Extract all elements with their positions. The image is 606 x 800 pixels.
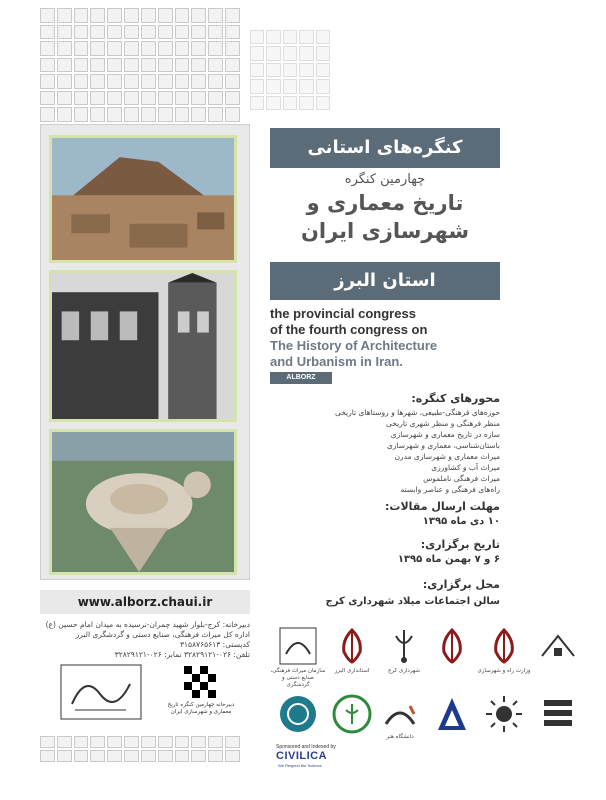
grid-cell	[225, 25, 240, 40]
organization-logo	[538, 626, 578, 666]
grid-cell	[57, 58, 72, 73]
grid-cell	[141, 8, 156, 23]
grid-cell	[90, 58, 105, 73]
civilica-logo[interactable]: CIVILICA	[276, 750, 328, 762]
grid-cell	[208, 91, 223, 106]
subtitle-line1: چهارمین کنگره	[344, 172, 426, 187]
photo-archaeological-site	[49, 135, 237, 263]
grid-cell	[266, 63, 280, 77]
grid-cell	[175, 58, 190, 73]
topic-item: سازه در تاریخ معماری و شهرسازی	[390, 430, 500, 439]
grid-cell	[250, 79, 264, 93]
topics-heading: محورهای کنگره:	[411, 392, 500, 405]
grid-cell	[191, 750, 206, 762]
grid-cell	[191, 74, 206, 89]
grid-cell	[107, 8, 122, 23]
university-sun-logo	[484, 694, 524, 734]
grid-cell	[158, 91, 173, 106]
grid-cell	[57, 736, 72, 748]
grid-cell	[107, 107, 122, 122]
grid-cell	[191, 736, 206, 748]
grid-cell	[283, 79, 297, 93]
grid-cell	[57, 750, 72, 762]
grid-cell	[40, 25, 55, 40]
grid-cell	[208, 58, 223, 73]
grid-cell	[250, 46, 264, 60]
grid-cell	[107, 736, 122, 748]
grid-cell	[141, 41, 156, 56]
topic-item: منظر فرهنگی و منظر شهری تاریخی	[386, 419, 500, 428]
dates-value: ۶ و ۷ بهمن ماه ۱۳۹۵	[397, 554, 500, 565]
grid-cell	[175, 107, 190, 122]
subtitle-line3: شهرسازی ایران	[300, 219, 470, 243]
grid-cell	[141, 74, 156, 89]
iran-emblem-icon	[484, 626, 524, 666]
grid-cell	[225, 107, 240, 122]
decorative-grid-top	[40, 8, 240, 122]
grid-cell	[225, 41, 240, 56]
grid-cell	[316, 46, 330, 60]
grid-cell	[191, 25, 206, 40]
topic-item: میراث آب و کشاورزی	[431, 463, 500, 472]
grid-cell	[107, 91, 122, 106]
sponsor-caption: سازمان میراث فرهنگی، صنایع دستی و گردشگری	[270, 668, 326, 688]
topic-item: میراث فرهنگی ناملموس	[423, 474, 500, 483]
organization-logo	[538, 694, 578, 734]
university-seal-logo	[278, 694, 318, 734]
grid-cell	[124, 25, 139, 40]
grid-cell	[316, 63, 330, 77]
grid-cell	[158, 750, 173, 762]
address-line: دبیرخانه: کرج-بلوار شهید چمران-نرسیده به میدان امام حسین (ع)	[45, 620, 250, 629]
grid-cell	[107, 74, 122, 89]
grid-cell	[74, 41, 89, 56]
deadline-heading: مهلت ارسال مقالات:	[385, 500, 500, 513]
province-box: استان البرز	[270, 262, 500, 300]
grid-cell	[74, 8, 89, 23]
grid-cell	[158, 736, 173, 748]
grid-cell	[141, 91, 156, 106]
grid-cell	[175, 91, 190, 106]
photo-column	[40, 124, 250, 580]
grid-cell	[316, 30, 330, 44]
grid-cell	[283, 46, 297, 60]
deadline-value: ۱۰ دی ماه ۱۳۹۵	[422, 516, 500, 527]
grid-cell	[191, 8, 206, 23]
grid-cell	[266, 30, 280, 44]
subtitle-line2: تاریخ معماری و	[306, 191, 464, 215]
grid-cell	[74, 750, 89, 762]
grid-cell	[191, 58, 206, 73]
grid-cell	[124, 8, 139, 23]
decorative-grid-bottom	[40, 736, 240, 762]
grid-cell	[57, 8, 72, 23]
grid-cell	[225, 750, 240, 762]
grid-cell	[266, 46, 280, 60]
website-url[interactable]: www.alborz.chaui.ir	[40, 590, 250, 614]
grid-cell	[283, 30, 297, 44]
congress-logo-caption: دبیرخانه چهارمین کنگره تاریخ معماری و شهرسازی ایران	[167, 702, 235, 715]
grid-cell	[175, 750, 190, 762]
heritage-org-logo	[278, 626, 318, 666]
grid-cell	[40, 58, 55, 73]
grid-cell	[107, 750, 122, 762]
grid-cell	[299, 79, 313, 93]
grid-cell	[57, 25, 72, 40]
grid-cell	[175, 736, 190, 748]
grid-cell	[40, 107, 55, 122]
grid-cell	[225, 736, 240, 748]
grid-cell	[141, 736, 156, 748]
grid-cell	[124, 107, 139, 122]
title-box: کنگره‌های استانی	[270, 128, 500, 168]
grid-cell	[124, 91, 139, 106]
grid-cell	[40, 750, 55, 762]
grid-cell	[141, 750, 156, 762]
grid-cell	[107, 58, 122, 73]
grid-cell	[175, 41, 190, 56]
grid-cell	[250, 63, 264, 77]
address-line: اداره کل میراث فرهنگی، صنایع دستی و گردشگری البرز	[75, 630, 250, 639]
grid-cell	[124, 41, 139, 56]
sponsor-caption: دانشگاه هنر	[386, 734, 414, 740]
address-line: کدپستی: ۳۱۵۸۷۶۵۶۱۳	[179, 640, 250, 649]
grid-cell	[175, 74, 190, 89]
grid-cell	[175, 25, 190, 40]
grid-cell	[40, 8, 55, 23]
english-title-line3: The History of Architecture	[270, 338, 438, 353]
photo-historic-building	[49, 270, 237, 422]
iran-emblem-icon	[432, 626, 472, 666]
grid-cell	[299, 96, 313, 110]
topic-item: میراث معماری و شهرسازی مدرن	[394, 452, 500, 461]
grid-cell	[141, 25, 156, 40]
sponsor-caption: وزارت راه و شهرسازی	[477, 668, 531, 674]
karaj-municipality-logo	[384, 626, 424, 666]
grid-cell	[299, 30, 313, 44]
grid-cell	[191, 41, 206, 56]
cultural-heritage-logo	[60, 664, 142, 720]
grid-cell	[266, 96, 280, 110]
iran-emblem-icon	[332, 626, 372, 666]
grid-cell	[90, 750, 105, 762]
grid-cell	[57, 91, 72, 106]
grid-cell	[90, 107, 105, 122]
grid-cell	[40, 41, 55, 56]
grid-cell	[225, 74, 240, 89]
venue-heading: محل برگزاری:	[422, 578, 500, 591]
grid-cell	[90, 736, 105, 748]
grid-cell	[74, 91, 89, 106]
grid-cell	[90, 25, 105, 40]
venue-value: سالن اجتماعات میلاد شهرداری کرج	[325, 596, 500, 607]
dates-heading: تاریخ برگزاری:	[420, 538, 500, 551]
civilica-label: Sponsored and Indexed by	[276, 744, 336, 750]
grid-cell	[208, 750, 223, 762]
grid-cell	[40, 74, 55, 89]
grid-cell	[158, 58, 173, 73]
grid-cell	[208, 107, 223, 122]
art-university-logo	[380, 694, 420, 734]
grid-cell	[316, 96, 330, 110]
grid-cell	[299, 63, 313, 77]
grid-cell	[74, 107, 89, 122]
decorative-grid-right	[250, 30, 330, 110]
grid-cell	[266, 79, 280, 93]
congress-secretariat-logo	[160, 664, 242, 720]
grid-cell	[158, 8, 173, 23]
green-seal-logo	[332, 694, 372, 734]
grid-cell	[124, 750, 139, 762]
grid-cell	[208, 25, 223, 40]
sponsor-caption: استانداری البرز	[334, 668, 370, 674]
english-title-line1: the provincial congress	[270, 306, 416, 321]
grid-cell	[74, 25, 89, 40]
grid-cell	[250, 30, 264, 44]
topic-item: راه‌های فرهنگی و عناصر وابسته	[400, 485, 500, 494]
grid-cell	[40, 736, 55, 748]
grid-cell	[124, 74, 139, 89]
grid-cell	[141, 58, 156, 73]
grid-cell	[208, 41, 223, 56]
grid-cell	[208, 736, 223, 748]
grid-cell	[57, 107, 72, 122]
grid-cell	[175, 8, 190, 23]
grid-cell	[158, 74, 173, 89]
grid-cell	[225, 8, 240, 23]
grid-cell	[124, 736, 139, 748]
grid-cell	[107, 41, 122, 56]
grid-cell	[191, 107, 206, 122]
civilica-slogan: We Respect the Science	[278, 763, 322, 768]
province-tag: ALBORZ	[270, 372, 332, 384]
grid-cell	[158, 25, 173, 40]
grid-cell	[90, 91, 105, 106]
grid-cell	[158, 107, 173, 122]
grid-cell	[74, 736, 89, 748]
english-title-line4: and Urbanism in Iran.	[270, 354, 403, 369]
grid-cell	[208, 8, 223, 23]
grid-cell	[283, 96, 297, 110]
topic-item: باستان‌شناسی، معماری و شهرسازی	[387, 441, 500, 450]
grid-cell	[57, 74, 72, 89]
grid-cell	[208, 74, 223, 89]
topic-item: حوزه‌های فرهنگی-طبیعی، شهرها و روستاهای تاریخی	[334, 408, 500, 417]
grid-cell	[90, 41, 105, 56]
grid-cell	[141, 107, 156, 122]
grid-cell	[90, 8, 105, 23]
grid-cell	[299, 46, 313, 60]
grid-cell	[316, 79, 330, 93]
grid-cell	[124, 58, 139, 73]
address-line: تلفن: ۰۲۶-۳۲۸۲۹۱۲۱ نمابر: ۰۲۶-۳۲۸۲۹۱۲۱	[114, 650, 250, 659]
grid-cell	[158, 41, 173, 56]
grid-cell	[283, 63, 297, 77]
azad-university-logo	[432, 694, 472, 734]
grid-cell	[191, 91, 206, 106]
grid-cell	[225, 91, 240, 106]
grid-cell	[90, 74, 105, 89]
grid-cell	[74, 58, 89, 73]
english-title-line2: of the fourth congress on	[270, 322, 428, 337]
photo-modern-building	[49, 429, 237, 575]
grid-cell	[250, 96, 264, 110]
sponsor-caption: شهرداری کرج	[387, 668, 421, 674]
grid-cell	[74, 74, 89, 89]
grid-cell	[225, 58, 240, 73]
grid-cell	[40, 91, 55, 106]
grid-cell	[57, 41, 72, 56]
grid-cell	[107, 25, 122, 40]
